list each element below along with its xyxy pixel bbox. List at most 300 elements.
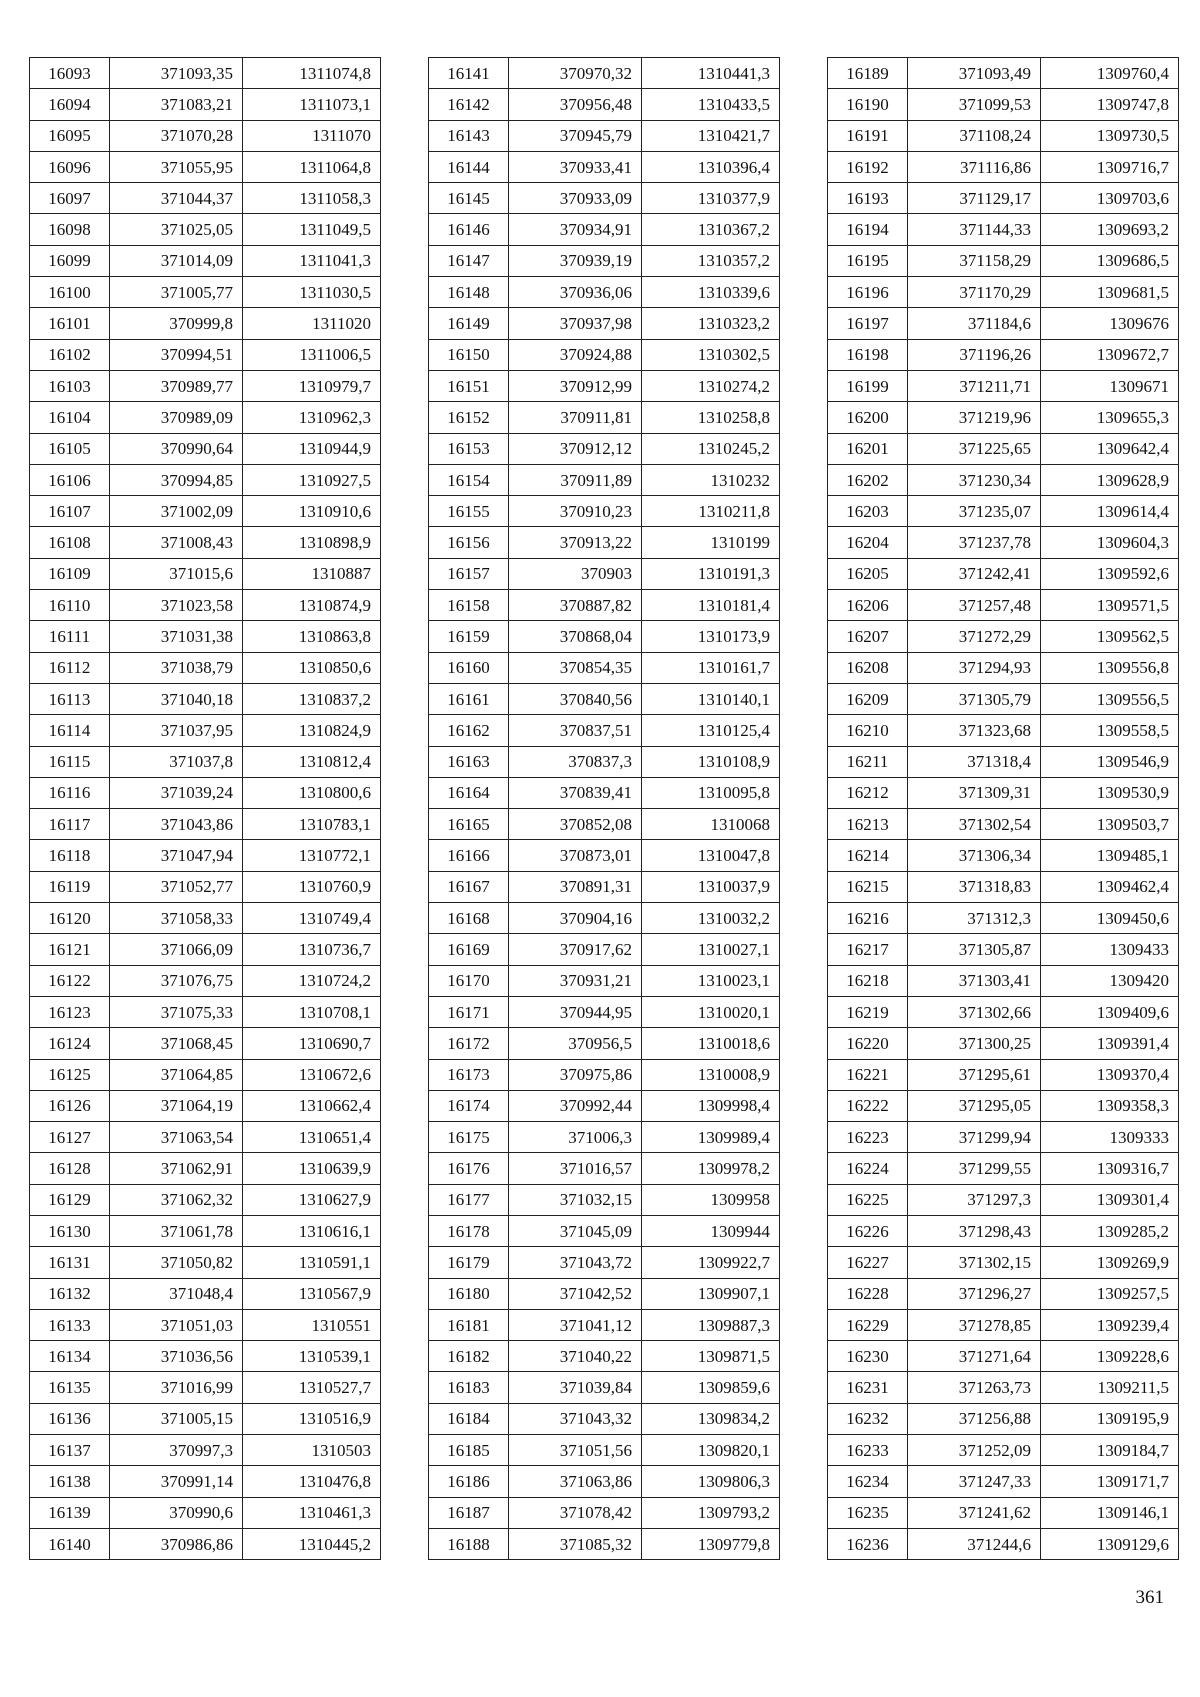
x-coordinate-cell: 371058,33 <box>110 903 243 934</box>
x-coordinate-cell: 371014,09 <box>110 245 243 276</box>
x-coordinate-cell: 371300,25 <box>908 1028 1041 1059</box>
point-id-cell: 16236 <box>828 1528 908 1559</box>
table-row <box>429 652 780 683</box>
table-row <box>30 1528 381 1559</box>
x-coordinate-cell: 371023,58 <box>110 590 243 621</box>
y-coordinate-cell: 1310211,8 <box>642 496 780 527</box>
table-row <box>30 934 381 965</box>
y-coordinate-cell: 1310018,6 <box>642 1028 780 1059</box>
y-coordinate-cell: 1309503,7 <box>1041 809 1179 840</box>
x-coordinate-cell: 371184,6 <box>908 308 1041 339</box>
x-coordinate-cell: 371305,87 <box>908 934 1041 965</box>
y-coordinate-cell: 1309239,4 <box>1041 1309 1179 1340</box>
y-coordinate-cell: 1310476,8 <box>243 1466 381 1497</box>
table-row <box>429 777 780 808</box>
x-coordinate-cell: 371062,91 <box>110 1153 243 1184</box>
point-id-cell: 16107 <box>30 496 110 527</box>
point-id-cell: 16152 <box>429 402 509 433</box>
x-coordinate-cell: 371051,03 <box>110 1309 243 1340</box>
y-coordinate-cell: 1311006,5 <box>243 339 381 370</box>
point-id-cell: 16176 <box>429 1153 509 1184</box>
table-row <box>828 621 1179 652</box>
y-coordinate-cell: 1309485,1 <box>1041 840 1179 871</box>
point-id-cell: 16129 <box>30 1184 110 1215</box>
point-id-cell: 16123 <box>30 996 110 1027</box>
y-coordinate-cell: 1310910,6 <box>243 496 381 527</box>
x-coordinate-cell: 371043,32 <box>509 1403 642 1434</box>
table-row <box>429 903 780 934</box>
y-coordinate-cell: 1310662,4 <box>243 1090 381 1121</box>
table-row <box>30 590 381 621</box>
x-coordinate-cell: 370837,51 <box>509 715 642 746</box>
y-coordinate-cell: 1309703,6 <box>1041 183 1179 214</box>
point-id-cell: 16204 <box>828 527 908 558</box>
point-id-cell: 16209 <box>828 683 908 714</box>
y-coordinate-cell: 1309676 <box>1041 308 1179 339</box>
y-coordinate-cell: 1310258,8 <box>642 402 780 433</box>
y-coordinate-cell: 1310516,9 <box>243 1403 381 1434</box>
table-row <box>30 183 381 214</box>
x-coordinate-cell: 370887,82 <box>509 590 642 621</box>
point-id-cell: 16108 <box>30 527 110 558</box>
table-row <box>429 214 780 245</box>
y-coordinate-cell: 1310027,1 <box>642 934 780 965</box>
table-row <box>30 464 381 495</box>
point-id-cell: 16186 <box>429 1466 509 1497</box>
point-id-cell: 16196 <box>828 277 908 308</box>
table-row <box>30 89 381 120</box>
point-id-cell: 16165 <box>429 809 509 840</box>
x-coordinate-cell: 371252,09 <box>908 1435 1041 1466</box>
y-coordinate-cell: 1309922,7 <box>642 1247 780 1278</box>
x-coordinate-cell: 370854,35 <box>509 652 642 683</box>
point-id-cell: 16175 <box>429 1122 509 1153</box>
table-row <box>30 402 381 433</box>
point-id-cell: 16154 <box>429 464 509 495</box>
x-coordinate-cell: 371039,84 <box>509 1372 642 1403</box>
y-coordinate-cell: 1309693,2 <box>1041 214 1179 245</box>
y-coordinate-cell: 1310161,7 <box>642 652 780 683</box>
table-row <box>429 621 780 652</box>
y-coordinate-cell: 1309730,5 <box>1041 120 1179 151</box>
x-coordinate-cell: 370868,04 <box>509 621 642 652</box>
point-id-cell: 16145 <box>429 183 509 214</box>
point-id-cell: 16096 <box>30 151 110 182</box>
x-coordinate-cell: 371295,05 <box>908 1090 1041 1121</box>
table-row <box>30 715 381 746</box>
x-coordinate-cell: 371036,56 <box>110 1341 243 1372</box>
x-coordinate-cell: 370891,31 <box>509 871 642 902</box>
table-row <box>30 1466 381 1497</box>
point-id-cell: 16212 <box>828 777 908 808</box>
x-coordinate-cell: 370994,51 <box>110 339 243 370</box>
table-row <box>828 683 1179 714</box>
y-coordinate-cell: 1309716,7 <box>1041 151 1179 182</box>
point-id-cell: 16171 <box>429 996 509 1027</box>
point-id-cell: 16231 <box>828 1372 908 1403</box>
table-row <box>30 1215 381 1246</box>
y-coordinate-cell: 1309333 <box>1041 1122 1179 1153</box>
point-id-cell: 16124 <box>30 1028 110 1059</box>
x-coordinate-cell: 371041,12 <box>509 1309 642 1340</box>
y-coordinate-cell: 1309257,5 <box>1041 1278 1179 1309</box>
point-id-cell: 16148 <box>429 277 509 308</box>
point-id-cell: 16191 <box>828 120 908 151</box>
x-coordinate-cell: 370873,01 <box>509 840 642 871</box>
y-coordinate-cell: 1310367,2 <box>642 214 780 245</box>
x-coordinate-cell: 370990,64 <box>110 433 243 464</box>
point-id-cell: 16137 <box>30 1435 110 1466</box>
point-id-cell: 16102 <box>30 339 110 370</box>
x-coordinate-cell: 370945,79 <box>509 120 642 151</box>
table-row <box>30 214 381 245</box>
table-row <box>429 339 780 370</box>
point-id-cell: 16226 <box>828 1215 908 1246</box>
point-id-cell: 16163 <box>429 746 509 777</box>
table-row <box>30 1059 381 1090</box>
point-id-cell: 16142 <box>429 89 509 120</box>
x-coordinate-cell: 371002,09 <box>110 496 243 527</box>
y-coordinate-cell: 1310503 <box>243 1435 381 1466</box>
point-id-cell: 16174 <box>429 1090 509 1121</box>
x-coordinate-cell: 370994,85 <box>110 464 243 495</box>
table-row <box>828 1278 1179 1309</box>
table-row <box>30 777 381 808</box>
x-coordinate-cell: 371303,41 <box>908 965 1041 996</box>
table-row <box>30 1278 381 1309</box>
x-coordinate-cell: 371297,3 <box>908 1184 1041 1215</box>
table-row <box>30 120 381 151</box>
y-coordinate-cell: 1310874,9 <box>243 590 381 621</box>
x-coordinate-cell: 370999,8 <box>110 308 243 339</box>
x-coordinate-cell: 370944,95 <box>509 996 642 1027</box>
point-id-cell: 16134 <box>30 1341 110 1372</box>
y-coordinate-cell: 1310339,6 <box>642 277 780 308</box>
point-id-cell: 16114 <box>30 715 110 746</box>
table-row <box>30 1309 381 1340</box>
table-row <box>429 1372 780 1403</box>
point-id-cell: 16227 <box>828 1247 908 1278</box>
x-coordinate-cell: 371144,33 <box>908 214 1041 245</box>
table-row <box>828 1466 1179 1497</box>
point-id-cell: 16146 <box>429 214 509 245</box>
x-coordinate-cell: 371048,4 <box>110 1278 243 1309</box>
x-coordinate-cell: 371196,26 <box>908 339 1041 370</box>
x-coordinate-cell: 371045,09 <box>509 1215 642 1246</box>
x-coordinate-cell: 371211,71 <box>908 370 1041 401</box>
x-coordinate-cell: 370904,16 <box>509 903 642 934</box>
y-coordinate-cell: 1310095,8 <box>642 777 780 808</box>
table-row <box>30 1372 381 1403</box>
y-coordinate-cell: 1309211,5 <box>1041 1372 1179 1403</box>
table-row <box>828 58 1179 89</box>
y-coordinate-cell: 1310962,3 <box>243 402 381 433</box>
point-id-cell: 16127 <box>30 1122 110 1153</box>
y-coordinate-cell: 1309793,2 <box>642 1497 780 1528</box>
point-id-cell: 16119 <box>30 871 110 902</box>
y-coordinate-cell: 1310672,6 <box>243 1059 381 1090</box>
x-coordinate-cell: 370956,48 <box>509 89 642 120</box>
table-row <box>828 89 1179 120</box>
table-row <box>30 339 381 370</box>
table-row <box>30 1028 381 1059</box>
y-coordinate-cell: 1309944 <box>642 1215 780 1246</box>
table-row <box>429 120 780 151</box>
x-coordinate-cell: 370991,14 <box>110 1466 243 1497</box>
y-coordinate-cell: 1309907,1 <box>642 1278 780 1309</box>
y-coordinate-cell: 1309228,6 <box>1041 1341 1179 1372</box>
point-id-cell: 16208 <box>828 652 908 683</box>
table-row <box>30 1153 381 1184</box>
table-row <box>30 1435 381 1466</box>
point-id-cell: 16187 <box>429 1497 509 1528</box>
x-coordinate-cell: 370903 <box>509 558 642 589</box>
table-row <box>828 308 1179 339</box>
y-coordinate-cell: 1309301,4 <box>1041 1184 1179 1215</box>
y-coordinate-cell: 1309628,9 <box>1041 464 1179 495</box>
table-row <box>828 339 1179 370</box>
point-id-cell: 16232 <box>828 1403 908 1434</box>
y-coordinate-cell: 1309671 <box>1041 370 1179 401</box>
x-coordinate-cell: 371235,07 <box>908 496 1041 527</box>
point-id-cell: 16118 <box>30 840 110 871</box>
x-coordinate-cell: 371318,4 <box>908 746 1041 777</box>
point-id-cell: 16202 <box>828 464 908 495</box>
point-id-cell: 16233 <box>828 1435 908 1466</box>
table-row <box>828 277 1179 308</box>
y-coordinate-cell: 1310567,9 <box>243 1278 381 1309</box>
point-id-cell: 16192 <box>828 151 908 182</box>
table-row <box>828 151 1179 182</box>
table-row <box>429 1059 780 1090</box>
table-row <box>429 809 780 840</box>
x-coordinate-cell: 371093,49 <box>908 58 1041 89</box>
point-id-cell: 16144 <box>429 151 509 182</box>
y-coordinate-cell: 1309391,4 <box>1041 1028 1179 1059</box>
table-row <box>429 558 780 589</box>
table-row <box>429 1153 780 1184</box>
x-coordinate-cell: 371061,78 <box>110 1215 243 1246</box>
x-coordinate-cell: 371242,41 <box>908 558 1041 589</box>
y-coordinate-cell: 1309129,6 <box>1041 1528 1179 1559</box>
y-coordinate-cell: 1311070 <box>243 120 381 151</box>
y-coordinate-cell: 1310708,1 <box>243 996 381 1027</box>
y-coordinate-cell: 1310199 <box>642 527 780 558</box>
y-coordinate-cell: 1310927,5 <box>243 464 381 495</box>
x-coordinate-cell: 370989,77 <box>110 370 243 401</box>
x-coordinate-cell: 371093,35 <box>110 58 243 89</box>
x-coordinate-cell: 370924,88 <box>509 339 642 370</box>
x-coordinate-cell: 371025,05 <box>110 214 243 245</box>
x-coordinate-cell: 371302,54 <box>908 809 1041 840</box>
point-id-cell: 16230 <box>828 1341 908 1372</box>
point-id-cell: 16162 <box>429 715 509 746</box>
x-coordinate-cell: 371040,18 <box>110 683 243 714</box>
table-row <box>828 402 1179 433</box>
table-row <box>429 1497 780 1528</box>
x-coordinate-cell: 370839,41 <box>509 777 642 808</box>
y-coordinate-cell: 1309558,5 <box>1041 715 1179 746</box>
y-coordinate-cell: 1309998,4 <box>642 1090 780 1121</box>
x-coordinate-cell: 371225,65 <box>908 433 1041 464</box>
point-id-cell: 16133 <box>30 1309 110 1340</box>
table-row <box>429 1028 780 1059</box>
y-coordinate-cell: 1310616,1 <box>243 1215 381 1246</box>
x-coordinate-cell: 371043,86 <box>110 809 243 840</box>
x-coordinate-cell: 370934,91 <box>509 214 642 245</box>
point-id-cell: 16161 <box>429 683 509 714</box>
y-coordinate-cell: 1310461,3 <box>243 1497 381 1528</box>
y-coordinate-cell: 1310232 <box>642 464 780 495</box>
x-coordinate-cell: 370937,98 <box>509 308 642 339</box>
y-coordinate-cell: 1310551 <box>243 1309 381 1340</box>
y-coordinate-cell: 1310020,1 <box>642 996 780 1027</box>
y-coordinate-cell: 1309171,7 <box>1041 1466 1179 1497</box>
point-id-cell: 16179 <box>429 1247 509 1278</box>
x-coordinate-cell: 371037,95 <box>110 715 243 746</box>
point-id-cell: 16109 <box>30 558 110 589</box>
page-number: 361 <box>1135 1587 1164 1608</box>
table-row <box>828 777 1179 808</box>
point-id-cell: 16211 <box>828 746 908 777</box>
x-coordinate-cell: 371043,72 <box>509 1247 642 1278</box>
x-coordinate-cell: 370837,3 <box>509 746 642 777</box>
y-coordinate-cell: 1310037,9 <box>642 871 780 902</box>
y-coordinate-cell: 1309655,3 <box>1041 402 1179 433</box>
point-id-cell: 16105 <box>30 433 110 464</box>
table-row <box>429 527 780 558</box>
table-row <box>828 558 1179 589</box>
y-coordinate-cell: 1311049,5 <box>243 214 381 245</box>
table-row <box>828 1153 1179 1184</box>
x-coordinate-cell: 371305,79 <box>908 683 1041 714</box>
x-coordinate-cell: 370970,32 <box>509 58 642 89</box>
point-id-cell: 16153 <box>429 433 509 464</box>
x-coordinate-cell: 371116,86 <box>908 151 1041 182</box>
y-coordinate-cell: 1310736,7 <box>243 934 381 965</box>
x-coordinate-cell: 371015,6 <box>110 558 243 589</box>
table-row <box>429 89 780 120</box>
table-row <box>429 1247 780 1278</box>
point-id-cell: 16100 <box>30 277 110 308</box>
y-coordinate-cell: 1309747,8 <box>1041 89 1179 120</box>
x-coordinate-cell: 371032,15 <box>509 1184 642 1215</box>
x-coordinate-cell: 371066,09 <box>110 934 243 965</box>
point-id-cell: 16169 <box>429 934 509 965</box>
table-row <box>429 183 780 214</box>
table-row <box>30 370 381 401</box>
point-id-cell: 16210 <box>828 715 908 746</box>
x-coordinate-cell: 371068,45 <box>110 1028 243 1059</box>
y-coordinate-cell: 1309146,1 <box>1041 1497 1179 1528</box>
y-coordinate-cell: 1310749,4 <box>243 903 381 934</box>
point-id-cell: 16094 <box>30 89 110 120</box>
y-coordinate-cell: 1309433 <box>1041 934 1179 965</box>
x-coordinate-cell: 371247,33 <box>908 1466 1041 1497</box>
x-coordinate-cell: 371296,27 <box>908 1278 1041 1309</box>
x-coordinate-cell: 371230,34 <box>908 464 1041 495</box>
table-row <box>30 496 381 527</box>
point-id-cell: 16206 <box>828 590 908 621</box>
y-coordinate-cell: 1310837,2 <box>243 683 381 714</box>
point-id-cell: 16190 <box>828 89 908 120</box>
x-coordinate-cell: 371016,99 <box>110 1372 243 1403</box>
y-coordinate-cell: 1309450,6 <box>1041 903 1179 934</box>
table-row <box>429 1278 780 1309</box>
x-coordinate-cell: 371256,88 <box>908 1403 1041 1434</box>
y-coordinate-cell: 1309604,3 <box>1041 527 1179 558</box>
point-id-cell: 16207 <box>828 621 908 652</box>
x-coordinate-cell: 371099,53 <box>908 89 1041 120</box>
table-row <box>30 1247 381 1278</box>
x-coordinate-cell: 371272,29 <box>908 621 1041 652</box>
table-row <box>429 308 780 339</box>
table-row <box>429 277 780 308</box>
table-row <box>828 1122 1179 1153</box>
y-coordinate-cell: 1309546,9 <box>1041 746 1179 777</box>
y-coordinate-cell: 1310527,7 <box>243 1372 381 1403</box>
point-id-cell: 16097 <box>30 183 110 214</box>
x-coordinate-cell: 370852,08 <box>509 809 642 840</box>
x-coordinate-cell: 371055,95 <box>110 151 243 182</box>
y-coordinate-cell: 1310173,9 <box>642 621 780 652</box>
x-coordinate-cell: 370986,86 <box>110 1528 243 1559</box>
y-coordinate-cell: 1309592,6 <box>1041 558 1179 589</box>
table-row <box>429 840 780 871</box>
x-coordinate-cell: 371278,85 <box>908 1309 1041 1340</box>
table-row <box>30 683 381 714</box>
x-coordinate-cell: 371306,34 <box>908 840 1041 871</box>
table-row <box>30 308 381 339</box>
y-coordinate-cell: 1309686,5 <box>1041 245 1179 276</box>
point-id-cell: 16224 <box>828 1153 908 1184</box>
x-coordinate-cell: 371039,24 <box>110 777 243 808</box>
point-id-cell: 16235 <box>828 1497 908 1528</box>
point-id-cell: 16141 <box>429 58 509 89</box>
point-id-cell: 16128 <box>30 1153 110 1184</box>
point-id-cell: 16155 <box>429 496 509 527</box>
table-row <box>429 1403 780 1434</box>
x-coordinate-cell: 371005,77 <box>110 277 243 308</box>
table-row <box>828 214 1179 245</box>
x-coordinate-cell: 370911,89 <box>509 464 642 495</box>
table-row <box>429 871 780 902</box>
table-row <box>429 464 780 495</box>
x-coordinate-cell: 371044,37 <box>110 183 243 214</box>
y-coordinate-cell: 1310898,9 <box>243 527 381 558</box>
table-row <box>30 1341 381 1372</box>
point-id-cell: 16139 <box>30 1497 110 1528</box>
y-coordinate-cell: 1310639,9 <box>243 1153 381 1184</box>
y-coordinate-cell: 1310772,1 <box>243 840 381 871</box>
x-coordinate-cell: 371302,15 <box>908 1247 1041 1278</box>
table-row <box>828 934 1179 965</box>
point-id-cell: 16225 <box>828 1184 908 1215</box>
table-row <box>828 652 1179 683</box>
point-id-cell: 16131 <box>30 1247 110 1278</box>
table-row <box>30 965 381 996</box>
x-coordinate-cell: 370910,23 <box>509 496 642 527</box>
point-id-cell: 16178 <box>429 1215 509 1246</box>
y-coordinate-cell: 1310800,6 <box>243 777 381 808</box>
table-row <box>429 1309 780 1340</box>
x-coordinate-cell: 370913,22 <box>509 527 642 558</box>
point-id-cell: 16135 <box>30 1372 110 1403</box>
point-id-cell: 16181 <box>429 1309 509 1340</box>
x-coordinate-cell: 371295,61 <box>908 1059 1041 1090</box>
point-id-cell: 16138 <box>30 1466 110 1497</box>
x-coordinate-cell: 371170,29 <box>908 277 1041 308</box>
